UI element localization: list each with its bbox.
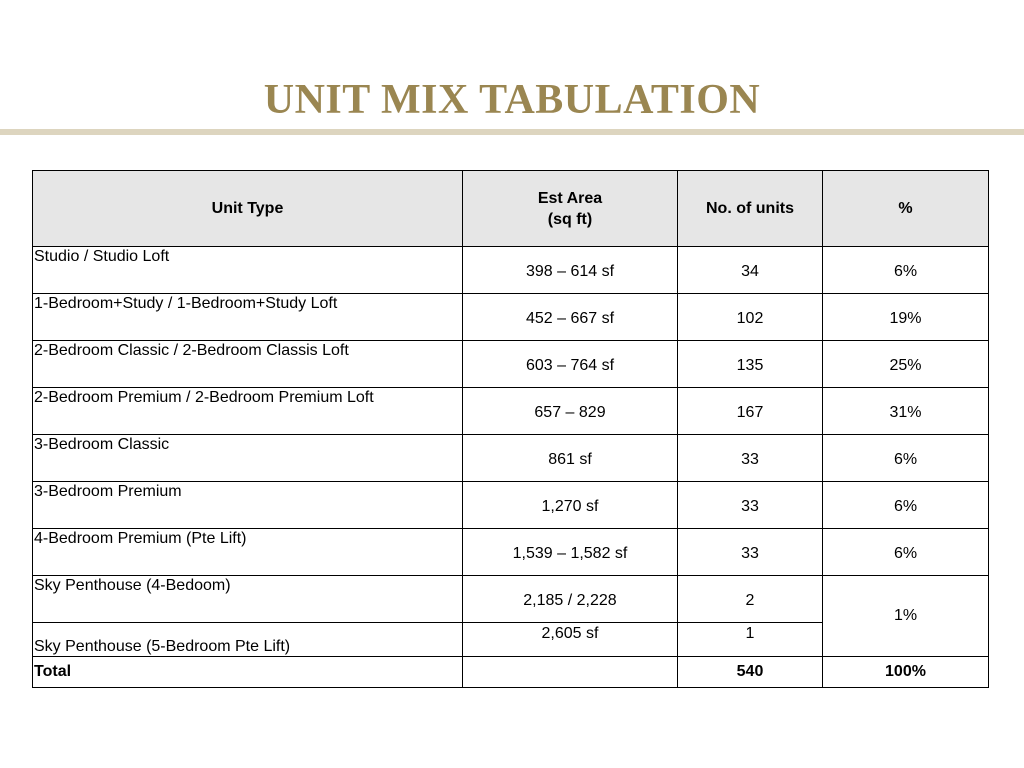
area-cell: 603 – 764 sf	[463, 341, 678, 388]
table-row	[33, 247, 989, 294]
units-cell: 102	[678, 294, 823, 341]
unit-mix-table	[32, 170, 989, 688]
table-row	[33, 482, 989, 529]
percent-cell: 6%	[823, 482, 989, 529]
percent-cell: 6%	[823, 435, 989, 482]
total-area-cell	[463, 657, 678, 688]
units-cell: 1	[678, 623, 823, 657]
area-cell: 657 – 829	[463, 388, 678, 435]
units-cell: 135	[678, 341, 823, 388]
header-est-area-line1: Est Area	[537, 189, 603, 207]
area-cell: 1,539 – 1,582 sf	[463, 529, 678, 576]
units-cell: 34	[678, 247, 823, 294]
unit-type-cell: 3-Bedroom Premium	[33, 482, 463, 529]
percent-cell: 31%	[823, 388, 989, 435]
area-cell: 2,185 / 2,228	[463, 576, 678, 623]
unit-type-cell: Sky Penthouse (5-Bedroom Pte Lift)	[33, 623, 463, 657]
total-row	[33, 657, 989, 688]
page-title: UNIT MIX TABULATION	[263, 77, 761, 123]
percent-cell: 6%	[823, 247, 989, 294]
percent-cell: 25%	[823, 341, 989, 388]
percent-cell: 6%	[823, 529, 989, 576]
area-cell: 452 – 667 sf	[463, 294, 678, 341]
table-row	[33, 341, 989, 388]
percent-cell-merged: 1%	[823, 576, 989, 657]
units-cell: 167	[678, 388, 823, 435]
table-row	[33, 388, 989, 435]
total-units-cell: 540	[678, 657, 823, 688]
total-percent-cell: 100%	[823, 657, 989, 688]
units-cell: 33	[678, 482, 823, 529]
unit-type-cell: 2-Bedroom Premium / 2-Bedroom Premium Loft	[33, 388, 463, 435]
total-label: Total	[33, 657, 463, 688]
unit-type-cell: Sky Penthouse (4-Bedoom)	[33, 576, 463, 623]
area-cell: 398 – 614 sf	[463, 247, 678, 294]
header-est-area-line2: (sq ft)	[547, 210, 593, 228]
table-row	[33, 576, 989, 623]
area-cell: 861 sf	[463, 435, 678, 482]
unit-type-cell: 1-Bedroom+Study / 1-Bedroom+Study Loft	[33, 294, 463, 341]
unit-type-cell: 2-Bedroom Classic / 2-Bedroom Classis Loft	[33, 341, 463, 388]
table-row	[33, 294, 989, 341]
header-est-area	[463, 171, 678, 247]
area-cell: 2,605 sf	[463, 623, 678, 657]
header-unit-type: Unit Type	[33, 171, 463, 247]
units-cell: 2	[678, 576, 823, 623]
table-header-row	[33, 171, 989, 247]
table-row	[33, 435, 989, 482]
area-cell: 1,270 sf	[463, 482, 678, 529]
header-units: No. of units	[678, 171, 823, 247]
unit-type-cell: 4-Bedroom Premium (Pte Lift)	[33, 529, 463, 576]
title-divider	[0, 129, 1024, 135]
units-cell: 33	[678, 435, 823, 482]
header-percent: %	[823, 171, 989, 247]
table-row	[33, 529, 989, 576]
unit-type-cell: Studio / Studio Loft	[33, 247, 463, 294]
units-cell: 33	[678, 529, 823, 576]
unit-type-cell: 3-Bedroom Classic	[33, 435, 463, 482]
percent-cell: 19%	[823, 294, 989, 341]
